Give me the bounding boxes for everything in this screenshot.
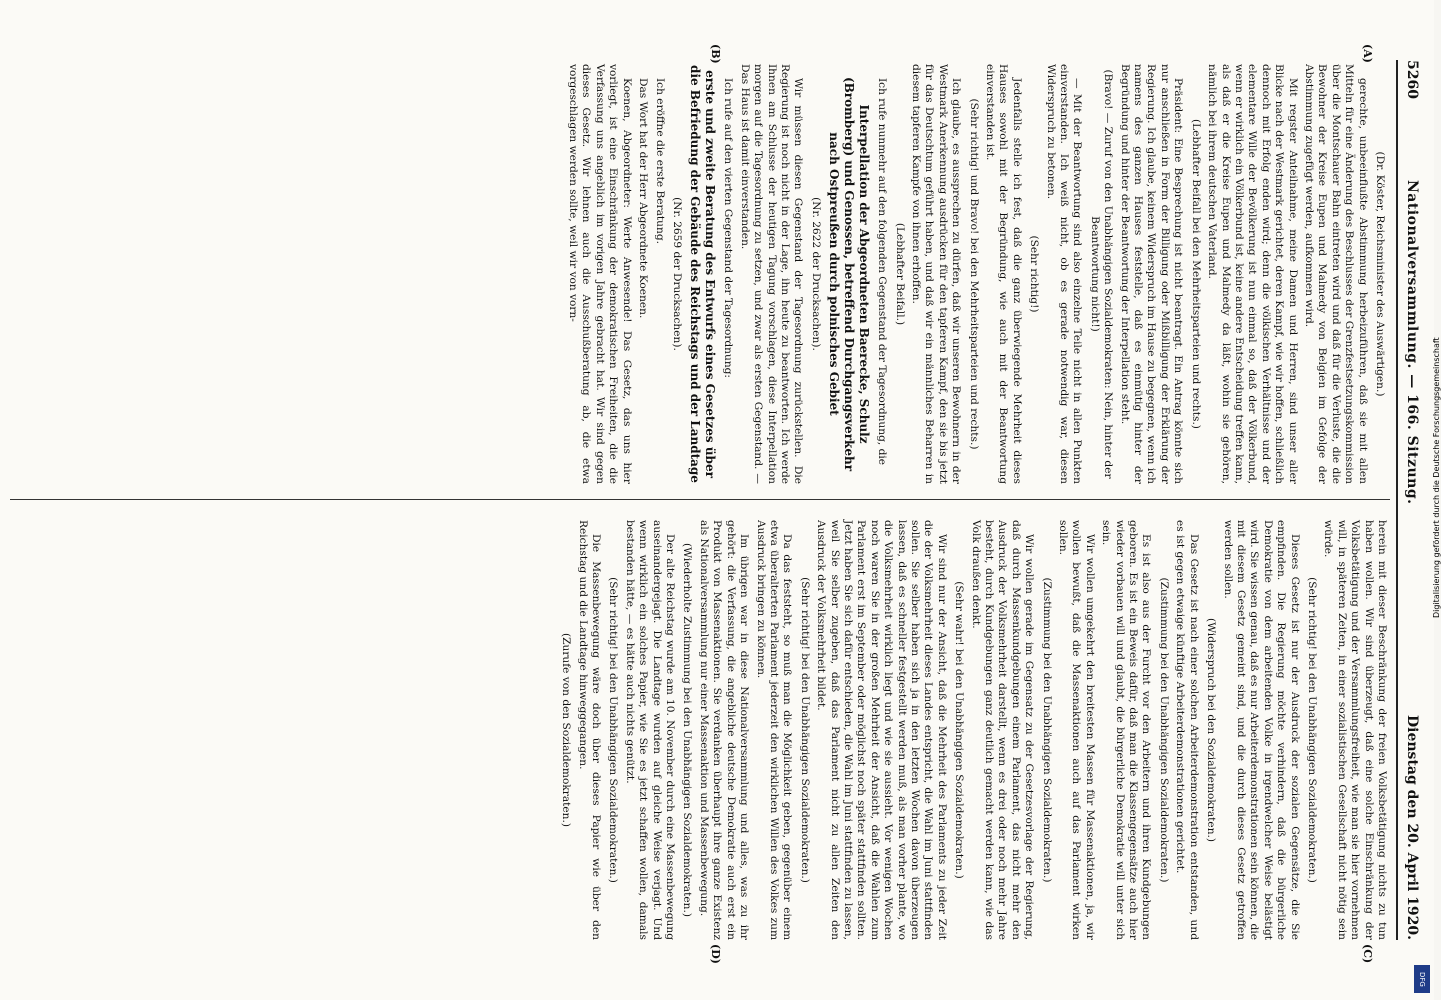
agenda-heading: erste und zweite Beratung des Entwurfs eines Gesetzes über die Befriedung der Gebäude des Reichstags und der Landtage [687, 65, 717, 483]
interjection: (Lebhafter Beifall bei den Mehrheitsparteien und rechts.) [1189, 119, 1202, 429]
margin-marker-d: (D) [709, 944, 722, 964]
interjection: (Sehr richtig! bei den Unabhängigen Sozialdemokraten.) [607, 577, 620, 883]
paragraph: Die Massenbewegung wäre doch über dieses Papier wie über den Reichstag und die Landtage hinweggegangen. [576, 520, 603, 940]
interjection: (Wiederholte Zustimmung bei den Unabhängigen Sozialdemokraten.) [681, 543, 694, 917]
paragraph: Wir müssen diesen Gegenstand der Tagesordnung zurückstellen. Die Regierung ist noch nicht in der Lage, ihn heute zu beantworten. Ich werde Ihnen am Schlusse der heutigen Tagung vorschlagen, diese Interpellation morgen auf die Tagesordnung zu setzen, und zwar als ersten Gegenstand. — Das Haus ist damit einverstanden. [738, 64, 805, 484]
interjection: (Sehr richtig!) [1028, 235, 1041, 313]
paragraph: Ich eröffne die erste Beratung. [653, 78, 666, 244]
page-number: 5260 [1404, 60, 1420, 99]
interjection: (Lebhafter Beifall.) [893, 222, 906, 326]
funding-credit: Digitalisierung gefördert durch die Deutsche Forschungsgemeinschaft [1432, 337, 1441, 618]
left-column [563, 64, 1388, 484]
paragraph: Das Wort hat der Herr Abgeordnete Koenen. [637, 78, 650, 319]
column-rule [10, 499, 1390, 500]
paragraph: Im übrigen war in diese Nationalversammlung und alles, was zu ihr gehört: die Verfassung, die angebliche deutsche Demokratie auch erst ein Produkt von Massenaktionen. Sie verdanken überhaupt ihre ganze Existenz als Nationalversammlung nur einer Massenaktion und Massenbewegung. [697, 520, 751, 940]
speaker-line: (Dr. Köster, Reichsminister des Auswärtigen.) [1374, 151, 1386, 397]
paragraph: Koenen, Abgeordneter: Werte Anwesende! Das Gesetz, das uns hier vorliegt, ist eine Einschränkung der demokratischen Freiheiten, die die Verfassung uns angeblich im vorigen Jahre gebracht hat. Wir sind gegen dieses Gesetz. Wir lehnen auch die Ausschußberatung ab, die etwa vorgeschlagen werden sollte, weil wir von vorn- [567, 64, 633, 484]
paragraph: Ich rufe nunmehr auf den folgenden Gegenstand der Tagesordnung, die [876, 78, 889, 466]
paragraph: Da das feststeht, so muß man die Möglichkeit geben, gegenüber einem etwa überalterten Parlament jederzeit den wirklichen Willen des Volkes zum Ausdruck bringen zu können. [754, 520, 794, 940]
agenda-heading: Interpellation der Abgeordneten Baerecke, Schulz (Bromberg) und Genossen, betreffend Durchgangsverkehr nach Ostpreußen durch polnisches Gebiet [826, 76, 871, 472]
margin-marker-c: (C) [1361, 944, 1374, 964]
right-column [555, 520, 1388, 940]
interjection: (Bravo! — Zuruf von den Unabhängigen Sozialdemokraten: Nein, hinter der Beantwortung nicht!) [1088, 69, 1115, 479]
interjection: (Zustimmung bei den Unabhängigen Sozialdemokraten.) [1040, 577, 1053, 883]
digitization-footer [1412, 0, 1441, 1000]
margin-marker-b: (B) [709, 44, 722, 64]
paragraph: Wir wollen umgekehrt den breitesten Massen für Massenaktionen, ja, wir wollen bewußt, daß die Massenaktionen auch auf das Parlament wirken sollen. [1057, 520, 1096, 940]
paragraph: herein mit dieser Beschränkung der freien Volksbetätigung nichts zu tun haben wollen. Wir sind überzeugt, daß eine solche Einschränkung der Volksbetätigung und der Versammlungsfreiheit, wie man sie hier vornehmen will, in späteren Zeiten, in einer sozialistischen Gesellschaft nicht nötig sein würde. [1322, 520, 1388, 940]
interjection: (Sehr wahr! bei den Unabhängigen Sozialdemokraten.) [953, 581, 966, 879]
interjection: (Sehr richtig! bei den Unabhängigen Sozialdemokraten.) [798, 577, 811, 883]
margin-marker-a: (A) [1361, 44, 1374, 63]
interjection: (Sehr richtig! bei den Unabhängigen Sozialdemokraten.) [1305, 577, 1318, 883]
interjection: (Zurufe von den Sozialdemokraten.) [560, 633, 573, 827]
dfg-logo: DFG [1414, 965, 1430, 993]
paragraph: Präsident: Eine Besprechung ist nicht beantragt. Ein Antrag könnte sich nur anschließen in Form der Billigung oder Mißbilligung der Erklärung der Regierung. Ich glaube, keinem Widerspruch im Hause zu begegnen, wenn ich namens des ganzen Hauses feststelle, daß es einmütig hinter der Begründung und hinter der Beantwortung der Interpellation steht. [1118, 64, 1185, 484]
header-rule [1396, 60, 1398, 940]
paragraph: Ich rufe auf den vierten Gegenstand der Tagesordnung: [722, 78, 735, 379]
paragraph: Ich glaube, es aussprechen zu dürfen, daß wir unseren Bewohnern in der Westmark Anerkennung ausdrücken für den tapferen Kampf, den sie bis jetzt für das Deutschtum geführt haben, und daß wir ein männliches Beharren in diesem tapferen Kampfe von ihnen erhoffen. [910, 64, 963, 484]
paragraph: Mit regster Anteilnahme, meine Damen und Herren, sind unser aller Blicke nach der Westmark gerichtet, deren Kampf, wie wir hoffen, schließlich dennoch mit Erfolg enden wird; denn die völkischen Verhältnisse und der elementare Wille der Bevölkerung ist nun einmal so, daß der Völkerbund, wenn er wirklich ein Völkerbund ist, keine andere Entscheidung treffen kann, als daß er die Kreise Eupen und Malmedy da läßt, wohin sie gehören, nämlich bei ihrem deutschen Vaterland. [1206, 64, 1299, 484]
header-date: Dienstag den 20. April 1920. [1404, 715, 1420, 940]
paragraph: gerechte, unbeeinflußte Abstimmung herbeizuführen, daß sie mit allen Mitteln für eine Änderung des Beschlusses der Grenzfestsetzungskommission über die Montschauer Bahn eintreten wird und daß für die Verluste, die die Bewohner der Kreise Eupen und Malmedy von Belgien im Gefolge der Abstimmung zugefügt werden, aufkommen wird. [1302, 64, 1369, 484]
interjection: (Widerspruch bei den Sozialdemokraten.) [1205, 617, 1218, 843]
paragraph: Das Gesetz ist nach einer solchen Arbeiterdemonstration entstanden, und es ist gegen etwaige künftige Arbeiterdemonstrationen gerichtet. [1174, 520, 1200, 940]
interjection: (Sehr richtig! und Bravo! bei den Mehrheitsparteien und rechts.) [967, 98, 980, 450]
paragraph: Dieses Gesetz ist nur der Ausdruck der sozialen Gegensätze, die Sie empfinden. Die Regierung möchte verhindern, daß die bürgerliche Demokratie von dem arbeitenden Volke in irgendwelcher Weise belästigt wird. Sie wissen genau, daß es nur Arbeiterdemonstrationen sein können, die mit diesem Gesetz gemeint sind, und die durch dieses Gesetz getroffen werden sollen. [1221, 520, 1301, 940]
agenda-reference: (Nr. 2659 der Drucksachen). [670, 197, 683, 351]
header-title: Nationalversammlung. — 166. Sitzung. [1404, 180, 1420, 505]
paragraph: Jedenfalls stelle ich fest, daß die ganz überwiegende Mehrheit dieses Hauses sowohl mit der Begründung, wie auch mit der Beantwortung einverstanden ist. [984, 64, 1023, 484]
paragraph: Wir wollen gerade im Gegensatz zu der Gesetzesvorlage der Regierung, daß durch Massenkundgebungen einem Parlament, das nicht mehr den Ausdruck der Volksmehrheit darstellt, wenn es drei oder noch mehr Jahre besteht, durch Kundgebungen ganz deutlich gemacht werden kann, wie das Volk draußen denkt. [969, 520, 1036, 940]
paragraph: Der alte Reichstag wurde am 10. November durch eine Massenbewegung auseinandergejagt. Die Landtage wurden auf gleiche Weise verjagt. Und wenn wirklich ein solches Papier, wie Sie es jetzt schaffen wollen, damals bestanden hätte, — es hätte auch nichts genützt. [623, 520, 677, 940]
paragraph: Wir sind nur der Ansicht, daß die Mehrheit des Parlaments zu jeder Zeit die der Volksmehrheit dieses Landes entspricht, die Wahl im Juni stattfinden sollen. Sie selber haben sich ja in den letzten Wochen davon überzeugen lassen, daß es schneller festgestellt werden muß, als man vorher plante, wo die Volksmehrheit wirklich liegt und wie sie aussieht. Vor wenigen Wochen noch waren Sie in der großen Mehrheit der Ansicht, daß die Wahlen zum Parlament erst im September oder möglichst noch später stattfinden sollten. Jetzt haben Sie sich dafür entschieden, die Wahl im Juni stattfinden zu lassen, weil Sie selber zugeben, daß das Parlament nicht zu allen Zeiten den Ausdruck der Volksmehrheit bildet. [815, 520, 948, 940]
interjection: (Zustimmung bei den Unabhängigen Sozialdemokraten.) [1157, 577, 1170, 883]
agenda-reference: (Nr. 2622 der Drucksachen). [809, 197, 822, 351]
paragraph: — Mit der Beantwortung sind also einzelne Teile nicht in allen Punkten einverstanden. Ich weiß nicht, ob es gerade notwendig war, diesen Widerspruch zu betonen. [1044, 64, 1084, 484]
paragraph: Es ist also aus der Furcht vor den Arbeitern und ihren Kundgebungen geboren. Es ist ein Beweis dafür, daß man die Klassengegensätze auch hier wieder vorbauen will und glaubt, die bürgerliche Demokratie will unter sich sein. [1100, 520, 1153, 940]
